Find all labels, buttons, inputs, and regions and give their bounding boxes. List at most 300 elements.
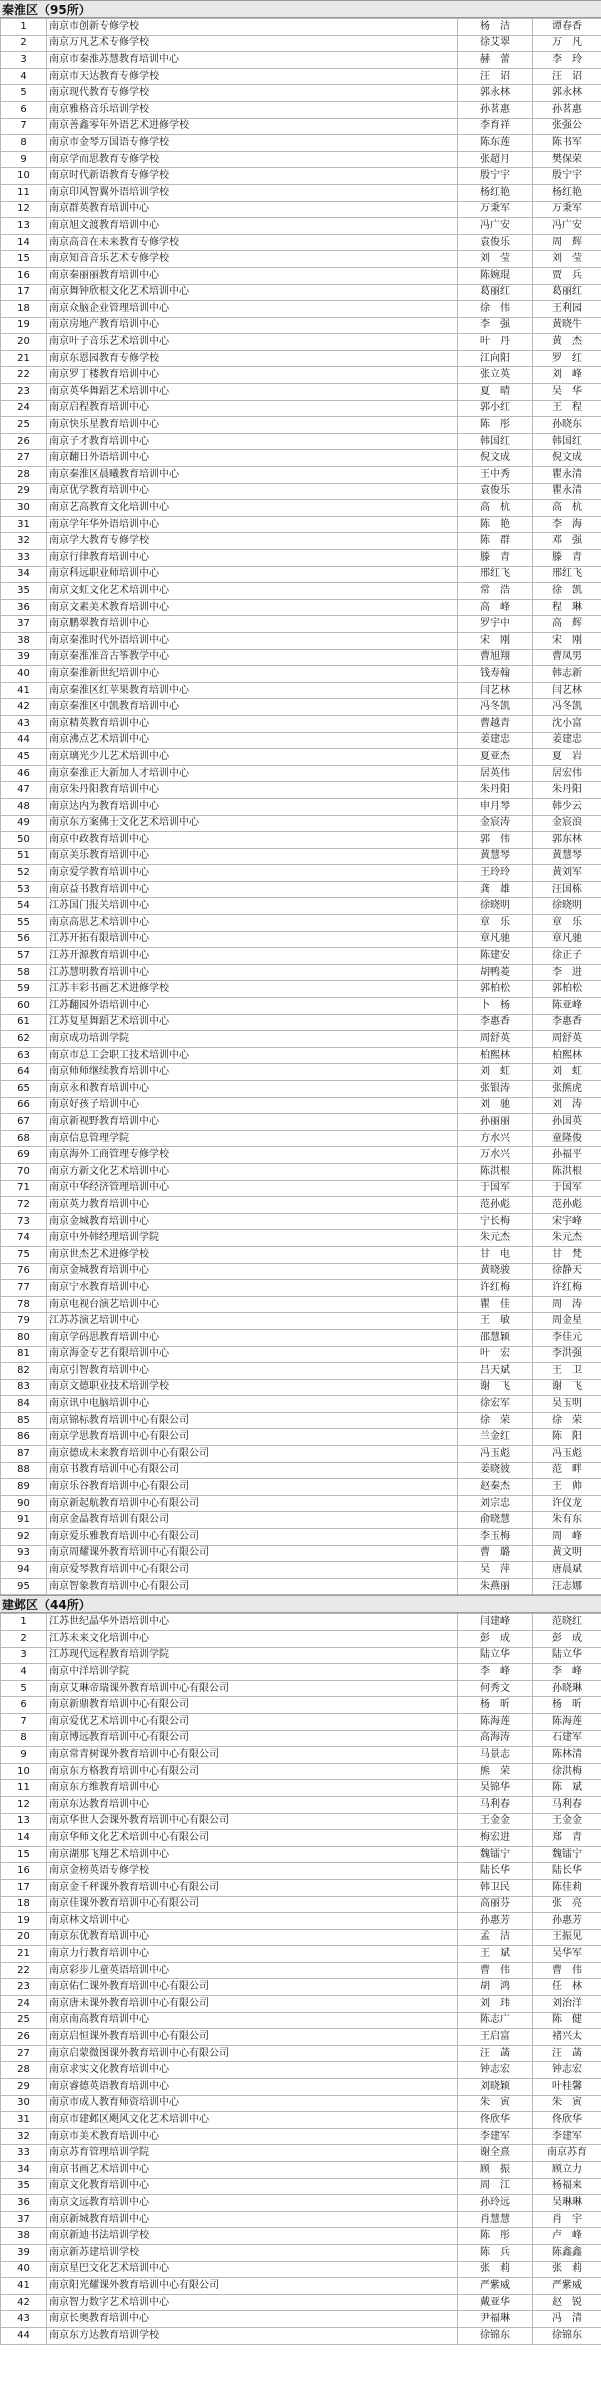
row-number: 15 [1, 1846, 47, 1863]
row-number: 67 [1, 1114, 47, 1131]
row-number: 51 [1, 848, 47, 865]
institution-name: 南京达内为教育培训中心 [47, 798, 458, 815]
institution-name: 南京金榜英语专修学校 [47, 1863, 458, 1880]
table-row [1, 2178, 601, 2195]
principal-name: 许仪龙 [533, 1495, 601, 1512]
principal-name: 赵 锐 [533, 2294, 601, 2311]
row-number: 82 [1, 1363, 47, 1380]
principal-name: 周舒英 [533, 1031, 601, 1048]
row-number: 64 [1, 1064, 47, 1081]
principal-name: 冯玉彪 [533, 1446, 601, 1463]
institution-name: 南京求实文化教育培训中心 [47, 2062, 458, 2079]
row-number: 4 [1, 1664, 47, 1681]
row-number: 9 [1, 151, 47, 168]
row-number: 16 [1, 1863, 47, 1880]
legal-representative: 朱 寅 [458, 2095, 533, 2112]
legal-representative: 张 莉 [458, 2261, 533, 2278]
table-row [1, 1996, 601, 2013]
legal-representative: 李玉梅 [458, 1529, 533, 1546]
legal-representative: 孙丽丽 [458, 1114, 533, 1131]
table-row [1, 1163, 601, 1180]
table-row [1, 201, 601, 218]
row-number: 74 [1, 1230, 47, 1247]
table-row [1, 782, 601, 799]
district-heading: 秦淮区（95所） [0, 0, 601, 18]
table-row [1, 2311, 601, 2328]
institution-name: 南京众脑企业管理培训中心 [47, 301, 458, 318]
institution-name: 南京东优教育培训中心 [47, 1929, 458, 1946]
row-number: 19 [1, 1913, 47, 1930]
principal-name: 徐 荣 [533, 1412, 601, 1429]
table-row [1, 234, 601, 251]
row-number: 31 [1, 2112, 47, 2129]
legal-representative: 戴亚华 [458, 2294, 533, 2311]
legal-representative: 徐 伟 [458, 301, 533, 318]
principal-name: 朱元杰 [533, 1230, 601, 1247]
row-number: 10 [1, 1763, 47, 1780]
principal-name: 汪志娜 [533, 1578, 601, 1595]
table-row [1, 2095, 601, 2112]
principal-name: 郭东林 [533, 832, 601, 849]
principal-name: 罗 红 [533, 350, 601, 367]
principal-name: 范 畔 [533, 1462, 601, 1479]
legal-representative: 王金金 [458, 1813, 533, 1830]
institution-name: 南京艾琳帝瑞课外教育培训中心有限公司 [47, 1680, 458, 1697]
principal-name: 韩国红 [533, 433, 601, 450]
institution-name: 南京启恒课外教育培训中心有限公司 [47, 2029, 458, 2046]
legal-representative: 倪文成 [458, 450, 533, 467]
row-number: 18 [1, 301, 47, 318]
table-row [1, 998, 601, 1015]
institution-name: 南京艺高教育文化培训中心 [47, 500, 458, 517]
row-number: 5 [1, 1680, 47, 1697]
principal-name: 孙晓琳 [533, 1680, 601, 1697]
principal-name: 李 海 [533, 516, 601, 533]
legal-representative: 刘 虹 [458, 1064, 533, 1081]
table-row [1, 151, 601, 168]
table-row [1, 1545, 601, 1562]
table-row [1, 1697, 601, 1714]
principal-name: 王利园 [533, 301, 601, 318]
legal-representative: 徐宏军 [458, 1396, 533, 1413]
institution-name: 南京乐谷教育培训中心有限公司 [47, 1479, 458, 1496]
institution-name: 江苏世纪晶华外语培训中心 [47, 1614, 458, 1631]
legal-representative: 黄慧琴 [458, 848, 533, 865]
principal-name: 汪国栋 [533, 881, 601, 898]
legal-representative: 吴 萍 [458, 1562, 533, 1579]
legal-representative: 金宸涛 [458, 815, 533, 832]
institution-name: 江苏开拓有限培训中心 [47, 931, 458, 948]
institution-name: 南京中政教育培训中心 [47, 832, 458, 849]
legal-representative: 钱寿翰 [458, 666, 533, 683]
row-number: 83 [1, 1379, 47, 1396]
table-row [1, 832, 601, 849]
legal-representative: 龚 雄 [458, 881, 533, 898]
row-number: 79 [1, 1313, 47, 1330]
institution-name: 南京学码思教育培训中心 [47, 1329, 458, 1346]
legal-representative: 陈建安 [458, 948, 533, 965]
row-number: 45 [1, 749, 47, 766]
institution-name: 南京市美术教育培训中心 [47, 2128, 458, 2145]
table-row [1, 2211, 601, 2228]
institution-name: 南京讯中电脑培训中心 [47, 1396, 458, 1413]
legal-representative: 李育祥 [458, 118, 533, 135]
table-row [1, 533, 601, 550]
institution-name: 南京文远教育培训中心 [47, 2195, 458, 2212]
table-row [1, 1280, 601, 1297]
legal-representative: 朱元杰 [458, 1230, 533, 1247]
row-number: 94 [1, 1562, 47, 1579]
legal-representative: 袁俊乐 [458, 483, 533, 500]
legal-representative: 王中秀 [458, 467, 533, 484]
row-number: 17 [1, 1879, 47, 1896]
institution-name: 南京海金专艺有限培训中心 [47, 1346, 458, 1363]
principal-name: 马利春 [533, 1796, 601, 1813]
institution-name: 南京东方维教育培训中心 [47, 1780, 458, 1797]
table-row [1, 765, 601, 782]
legal-representative: 殷宁宇 [458, 168, 533, 185]
principal-name: 李建军 [533, 2128, 601, 2145]
principal-name: 曹凤男 [533, 649, 601, 666]
legal-representative: 闫建峰 [458, 1614, 533, 1631]
table-row [1, 1730, 601, 1747]
legal-representative: 瞿 佳 [458, 1296, 533, 1313]
principal-name: 汪 诏 [533, 68, 601, 85]
institution-name: 南京群英教育培训中心 [47, 201, 458, 218]
table-row [1, 2062, 601, 2079]
row-number: 21 [1, 350, 47, 367]
table-row [1, 1529, 601, 1546]
principal-name: 黄晓牛 [533, 317, 601, 334]
principal-name: 邓 强 [533, 533, 601, 550]
table-row [1, 2079, 601, 2096]
table-row [1, 848, 601, 865]
institution-name: 江苏复星舞蹈艺术培训中心 [47, 1014, 458, 1031]
principal-name: 孙福平 [533, 1147, 601, 1164]
principal-name: 黄 杰 [533, 334, 601, 351]
table-row [1, 384, 601, 401]
institution-name: 南京锦标教育培训中心有限公司 [47, 1412, 458, 1429]
legal-representative: 马利春 [458, 1796, 533, 1813]
institution-name: 南京雅格音乐培训学校 [47, 101, 458, 118]
row-number: 13 [1, 218, 47, 235]
institution-name: 南京高音在未来教育专修学校 [47, 234, 458, 251]
table-row [1, 1097, 601, 1114]
legal-representative: 张立英 [458, 367, 533, 384]
table-row [1, 301, 601, 318]
table-row [1, 616, 601, 633]
table-row [1, 1363, 601, 1380]
legal-representative: 闫艺林 [458, 682, 533, 699]
institution-name: 南京东达教育培训中心 [47, 1796, 458, 1813]
legal-representative: 刘 驰 [458, 1097, 533, 1114]
legal-representative: 汪 菡 [458, 2045, 533, 2062]
district-table [0, 1613, 601, 2344]
legal-representative: 汪 诏 [458, 68, 533, 85]
table-row [1, 898, 601, 915]
row-number: 1 [1, 1614, 47, 1631]
institution-name: 南京中洋培训学院 [47, 1664, 458, 1681]
row-number: 52 [1, 865, 47, 882]
row-number: 60 [1, 998, 47, 1015]
institution-name: 南京房地产教育培训中心 [47, 317, 458, 334]
legal-representative: 彭 成 [458, 1631, 533, 1648]
row-number: 39 [1, 649, 47, 666]
table-row [1, 35, 601, 52]
row-number: 19 [1, 317, 47, 334]
institution-name: 南京翻日外语培训中心 [47, 450, 458, 467]
principal-name: 姜建忠 [533, 732, 601, 749]
legal-representative: 陈洪根 [458, 1163, 533, 1180]
table-row [1, 1379, 601, 1396]
legal-representative: 甘 电 [458, 1246, 533, 1263]
row-number: 28 [1, 2062, 47, 2079]
row-number: 40 [1, 666, 47, 683]
row-number: 12 [1, 1796, 47, 1813]
institution-name: 南京东方达教育培训学校 [47, 2327, 458, 2344]
principal-name: 肖 宇 [533, 2211, 601, 2228]
legal-representative: 朱燕丽 [458, 1578, 533, 1595]
table-row [1, 583, 601, 600]
legal-representative: 章凡驰 [458, 931, 533, 948]
principal-name: 葛丽红 [533, 284, 601, 301]
principal-name: 甘 梵 [533, 1246, 601, 1263]
table-row [1, 1130, 601, 1147]
institution-name: 南京秦淮区中凯教育培训中心 [47, 699, 458, 716]
institution-name: 江苏未来文化培训中心 [47, 1631, 458, 1648]
table-row [1, 881, 601, 898]
row-number: 71 [1, 1180, 47, 1197]
principal-name: 徐锦东 [533, 2327, 601, 2344]
table-row [1, 2244, 601, 2261]
principal-name: 夏 岩 [533, 749, 601, 766]
institution-name: 南京星巴文化艺术培训中心 [47, 2261, 458, 2278]
row-number: 36 [1, 2195, 47, 2212]
table-row [1, 1512, 601, 1529]
principal-name: 刘 莹 [533, 251, 601, 268]
legal-representative: 魏镭宁 [458, 1846, 533, 1863]
legal-representative: 冯冬凯 [458, 699, 533, 716]
legal-representative: 陈东莲 [458, 135, 533, 152]
row-number: 95 [1, 1578, 47, 1595]
institution-name: 南京爱乐雅教育培训中心有限公司 [47, 1529, 458, 1546]
legal-representative: 谢 飞 [458, 1379, 533, 1396]
institution-name: 南京旭文渡教育培训中心 [47, 218, 458, 235]
legal-representative: 郭小红 [458, 400, 533, 417]
row-number: 35 [1, 2178, 47, 2195]
institution-name: 南京新鼎教育培训中心有限公司 [47, 1697, 458, 1714]
row-number: 42 [1, 699, 47, 716]
institution-name: 南京叶子音乐艺术培训中心 [47, 334, 458, 351]
principal-name: 黄慧琴 [533, 848, 601, 865]
table-row [1, 1813, 601, 1830]
row-number: 10 [1, 168, 47, 185]
table-row [1, 168, 601, 185]
legal-representative: 张超月 [458, 151, 533, 168]
legal-representative: 卜 杨 [458, 998, 533, 1015]
institution-name: 南京文虹文化艺术培训中心 [47, 583, 458, 600]
legal-representative: 叶 丹 [458, 334, 533, 351]
table-row [1, 1412, 601, 1429]
legal-representative: 胡鸭菱 [458, 964, 533, 981]
legal-representative: 申月琴 [458, 798, 533, 815]
legal-representative: 周 江 [458, 2178, 533, 2195]
table-row [1, 1014, 601, 1031]
table-row [1, 467, 601, 484]
principal-name: 冯 清 [533, 2311, 601, 2328]
principal-name: 许红梅 [533, 1280, 601, 1297]
row-number: 28 [1, 467, 47, 484]
row-number: 39 [1, 2244, 47, 2261]
institution-name: 南京爱琴教育培训中心有限公司 [47, 1562, 458, 1579]
row-number: 29 [1, 2079, 47, 2096]
table-row [1, 1031, 601, 1048]
institution-name: 南京舞钟欣根文化艺术培训中心 [47, 284, 458, 301]
table-row [1, 1562, 601, 1579]
table-row [1, 1429, 601, 1446]
row-number: 77 [1, 1280, 47, 1297]
row-number: 5 [1, 85, 47, 102]
row-number: 3 [1, 1647, 47, 1664]
principal-name: 樊保荣 [533, 151, 601, 168]
legal-representative: 徐艾翠 [458, 35, 533, 52]
table-row [1, 350, 601, 367]
legal-representative: 张银涛 [458, 1081, 533, 1098]
row-number: 21 [1, 1946, 47, 1963]
institution-name: 南京万凡艺术专修学校 [47, 35, 458, 52]
principal-name: 吴琳琳 [533, 2195, 601, 2212]
row-number: 32 [1, 2128, 47, 2145]
row-number: 47 [1, 782, 47, 799]
principal-name: 石建军 [533, 1730, 601, 1747]
table-row [1, 599, 601, 616]
principal-name: 宋宇峰 [533, 1213, 601, 1230]
table-row [1, 2162, 601, 2179]
legal-representative: 陆立华 [458, 1647, 533, 1664]
institution-name: 南京市金琴万国语专修学校 [47, 135, 458, 152]
principal-name: 黄刘军 [533, 865, 601, 882]
principal-name: 郭柏松 [533, 981, 601, 998]
principal-name: 朱有东 [533, 1512, 601, 1529]
institution-name: 南京市建邺区飓风文化艺术培训中心 [47, 2112, 458, 2129]
table-row [1, 52, 601, 69]
institution-name: 南京秦淮区红苹果教育培训中心 [47, 682, 458, 699]
institution-name: 江苏现代远程教育培训学院 [47, 1647, 458, 1664]
table-row [1, 2327, 601, 2344]
legal-representative: 柏熙林 [458, 1047, 533, 1064]
institution-name: 南京秦丽丽教育培训中心 [47, 267, 458, 284]
institution-name: 南京市总工会职工技术培训中心 [47, 1047, 458, 1064]
principal-name: 杨红艳 [533, 184, 601, 201]
institution-name: 南京林文培训中心 [47, 1913, 458, 1930]
legal-representative: 吕天斌 [458, 1363, 533, 1380]
institution-name: 南京优学教育培训中心 [47, 483, 458, 500]
principal-name: 瞿永清 [533, 467, 601, 484]
table-row [1, 749, 601, 766]
institution-name: 南京高思艺术培训中心 [47, 915, 458, 932]
legal-representative: 韩卫民 [458, 1879, 533, 1896]
legal-representative: 高 杭 [458, 500, 533, 517]
principal-name: 张熊虎 [533, 1081, 601, 1098]
table-row [1, 1631, 601, 1648]
legal-representative: 孙茗惠 [458, 101, 533, 118]
principal-name: 金宸浪 [533, 815, 601, 832]
row-number: 44 [1, 2327, 47, 2344]
principal-name: 陈海莲 [533, 1713, 601, 1730]
row-number: 25 [1, 2012, 47, 2029]
table-row [1, 1479, 601, 1496]
table-row [1, 1713, 601, 1730]
institution-name: 南京学而思教育专修学校 [47, 151, 458, 168]
table-row [1, 931, 601, 948]
table-row [1, 433, 601, 450]
institution-name: 南京新迪书法培训学校 [47, 2228, 458, 2245]
principal-name: 沈小富 [533, 715, 601, 732]
legal-representative: 许红梅 [458, 1280, 533, 1297]
institution-name: 南京中华经济管理培训中心 [47, 1180, 458, 1197]
institution-name: 南京金晶教育培训有限公司 [47, 1512, 458, 1529]
legal-representative: 于国军 [458, 1180, 533, 1197]
legal-representative: 曹 璐 [458, 1545, 533, 1562]
institution-name: 南京宁水教育培训中心 [47, 1280, 458, 1297]
legal-representative: 宋 刚 [458, 632, 533, 649]
table-row [1, 1296, 601, 1313]
row-number: 87 [1, 1446, 47, 1463]
legal-representative: 佟欣华 [458, 2112, 533, 2129]
legal-representative: 刘 玮 [458, 1996, 533, 2013]
legal-representative: 杨 洁 [458, 19, 533, 36]
institution-name: 南京学大教育专修学校 [47, 533, 458, 550]
legal-representative: 陈志广 [458, 2012, 533, 2029]
table-row [1, 1230, 601, 1247]
principal-name: 周金星 [533, 1313, 601, 1330]
legal-representative: 陈 艳 [458, 516, 533, 533]
legal-representative: 高 峰 [458, 599, 533, 616]
row-number: 24 [1, 400, 47, 417]
legal-representative: 李惠香 [458, 1014, 533, 1031]
table-row [1, 218, 601, 235]
principal-name: 倪文成 [533, 450, 601, 467]
table-row [1, 1913, 601, 1930]
institution-name: 南京唐未课外教育培训中心有限公司 [47, 1996, 458, 2013]
principal-name: 陆立华 [533, 1647, 601, 1664]
legal-representative: 万水兴 [458, 1147, 533, 1164]
table-row [1, 666, 601, 683]
table-row [1, 2112, 601, 2129]
principal-name: 唐晨斌 [533, 1562, 601, 1579]
principal-name: 王振见 [533, 1929, 601, 1946]
table-row [1, 284, 601, 301]
table-row [1, 2029, 601, 2046]
principal-name: 刘 虹 [533, 1064, 601, 1081]
table-row [1, 1446, 601, 1463]
institution-name: 南京华师文化艺术培训中心有限公司 [47, 1830, 458, 1847]
table-row [1, 1246, 601, 1263]
row-number: 11 [1, 184, 47, 201]
row-number: 33 [1, 2145, 47, 2162]
table-row [1, 815, 601, 832]
row-number: 34 [1, 2162, 47, 2179]
legal-representative: 朱丹阳 [458, 782, 533, 799]
row-number: 53 [1, 881, 47, 898]
row-number: 20 [1, 1929, 47, 1946]
row-number: 25 [1, 417, 47, 434]
principal-name: 王 程 [533, 400, 601, 417]
table-row [1, 1614, 601, 1631]
principal-name: 陈 健 [533, 2012, 601, 2029]
principal-name: 吴 华 [533, 384, 601, 401]
institution-name: 南京常青树课外教育培训中心有限公司 [47, 1747, 458, 1764]
